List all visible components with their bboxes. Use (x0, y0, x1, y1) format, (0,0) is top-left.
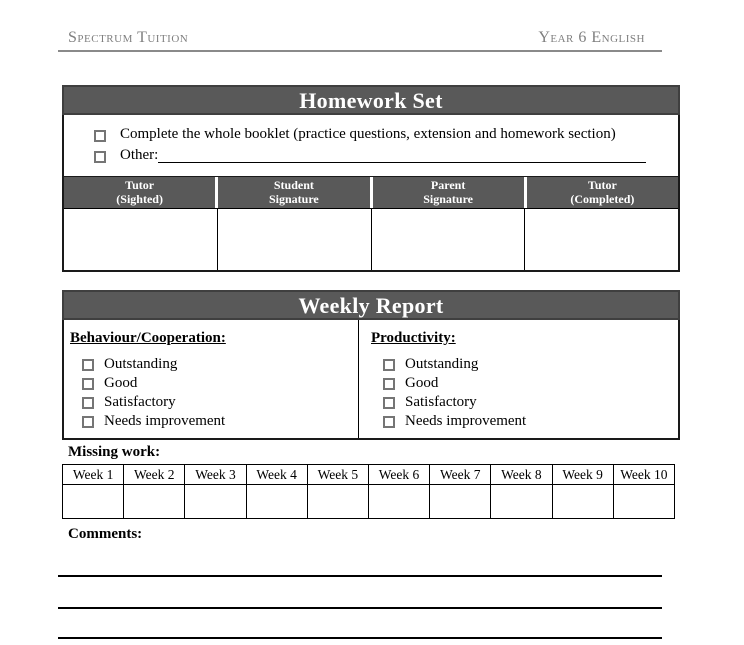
signature-column-header-tutor-completed: Tutor (Completed) (527, 177, 678, 208)
signature-column-header-tutor-sighted: Tutor (Sighted) (64, 177, 218, 208)
week-header-cell: Week 4 (246, 465, 307, 485)
behaviour-option-satisfactory: Satisfactory (70, 393, 358, 412)
week-header-cell: Week 8 (491, 465, 552, 485)
weeks-header-row (63, 465, 675, 485)
other-checkbox[interactable] (94, 151, 106, 163)
week-body-cell (307, 485, 368, 519)
weekly-report-section (62, 290, 680, 440)
week-header-cell: Week 7 (430, 465, 491, 485)
signature-cell-student (218, 209, 372, 270)
signature-cell-tutor-sighted (64, 209, 218, 270)
homework-item-other (94, 145, 648, 166)
comments-line-2[interactable] (58, 607, 662, 609)
signature-column-header-parent: Parent Signature (373, 177, 527, 208)
document-header (58, 30, 662, 52)
complete-booklet-checkbox[interactable] (94, 130, 106, 142)
week-header-cell: Week 9 (552, 465, 613, 485)
comments-line-3[interactable] (58, 637, 662, 639)
signature-table-body (64, 208, 678, 270)
week-header-cell: Week 2 (124, 465, 185, 485)
signature-cell-parent (372, 209, 526, 270)
week-body-cell (246, 485, 307, 519)
week-header-cell: Week 3 (185, 465, 246, 485)
weekly-report-title: Weekly Report (62, 290, 680, 320)
weeks-body-row (63, 485, 675, 519)
behaviour-satisfactory-checkbox[interactable] (82, 397, 94, 409)
productivity-column (359, 320, 678, 438)
signature-table-header (64, 177, 678, 208)
behaviour-option-needs-improvement: Needs improvement (70, 412, 358, 431)
signature-column-header-student: Student Signature (218, 177, 372, 208)
behaviour-heading: Behaviour/Cooperation: (70, 330, 226, 346)
homework-set-section (62, 85, 680, 272)
weekly-report-box (62, 320, 680, 440)
signature-cell-tutor-completed (525, 209, 678, 270)
productivity-option-needs-improvement: Needs improvement (371, 412, 678, 431)
homework-checklist (62, 115, 680, 176)
brand-title: Spectrum Tuition (68, 29, 189, 46)
week-body-cell (63, 485, 124, 519)
productivity-heading: Productivity: (371, 330, 456, 346)
homework-set-title: Homework Set (62, 85, 680, 115)
homework-item-complete-booklet (94, 124, 648, 145)
productivity-needs-improvement-checkbox[interactable] (383, 416, 395, 428)
comments-label: Comments: (68, 526, 143, 542)
productivity-option-outstanding: Outstanding (371, 355, 678, 374)
week-header-cell: Week 5 (307, 465, 368, 485)
behaviour-column (64, 320, 359, 438)
missing-work-label: Missing work: (68, 444, 161, 460)
productivity-option-good: Good (371, 374, 678, 393)
week-body-cell (124, 485, 185, 519)
behaviour-option-good: Good (70, 374, 358, 393)
productivity-option-satisfactory: Satisfactory (371, 393, 678, 412)
week-body-cell (430, 485, 491, 519)
behaviour-option-outstanding: Outstanding (70, 355, 358, 374)
week-body-cell (491, 485, 552, 519)
course-title: Year 6 English (538, 29, 645, 46)
missing-work-table (62, 464, 675, 519)
productivity-good-checkbox[interactable] (383, 378, 395, 390)
signature-table (62, 176, 680, 272)
behaviour-outstanding-checkbox[interactable] (82, 359, 94, 371)
other-label: Other: (120, 147, 159, 163)
behaviour-good-checkbox[interactable] (82, 378, 94, 390)
other-fill-in-line[interactable] (158, 149, 646, 163)
week-body-cell (613, 485, 674, 519)
week-body-cell (185, 485, 246, 519)
week-body-cell (368, 485, 429, 519)
productivity-satisfactory-checkbox[interactable] (383, 397, 395, 409)
complete-booklet-label: Complete the whole booklet (practice questions, extension and homework section) (120, 126, 616, 142)
productivity-outstanding-checkbox[interactable] (383, 359, 395, 371)
week-header-cell: Week 6 (368, 465, 429, 485)
behaviour-needs-improvement-checkbox[interactable] (82, 416, 94, 428)
week-header-cell: Week 1 (63, 465, 124, 485)
week-header-cell: Week 10 (613, 465, 674, 485)
week-body-cell (552, 485, 613, 519)
comments-line-1[interactable] (58, 575, 662, 577)
